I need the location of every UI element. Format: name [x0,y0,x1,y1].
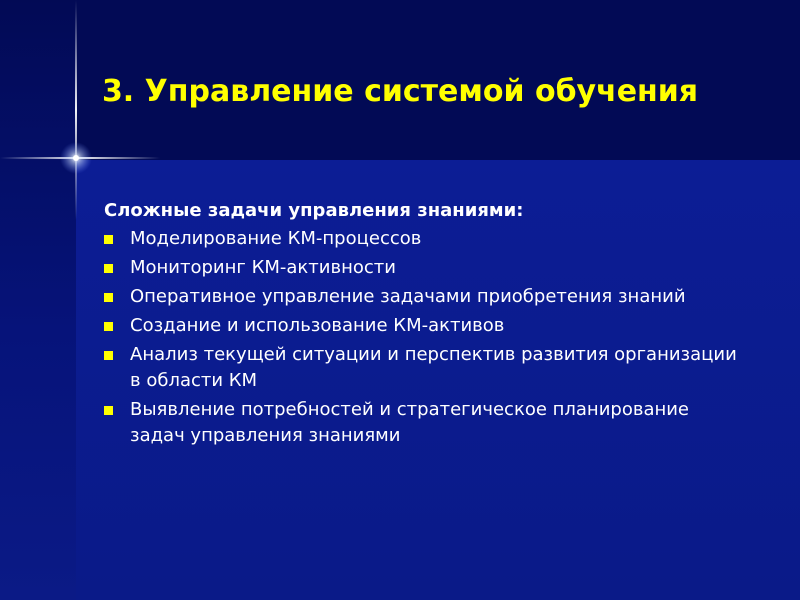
square-bullet-icon [104,293,113,302]
list-item [104,226,744,252]
list-item [104,255,744,281]
page-title: 3. Управление системой обучения [101,74,699,109]
list-item [104,397,744,449]
section-subtitle: Сложные задачи управления знаниями: [104,200,524,221]
list-item-text: Мониторинг КМ-активности [130,257,396,278]
content-block [104,198,744,452]
square-bullet-icon [104,406,113,415]
square-bullet-icon [104,322,113,331]
list-item-text: Оперативное управление задачами приобретения знаний [130,286,686,307]
list-item-text: Моделирование КМ-процессов [130,228,422,249]
list-item-text: Анализ текущей ситуации и перспектив развития организации в области КМ [130,344,737,391]
list-item-text: Выявление потребностей и стратегическое планирование задач управления знаниями [130,399,690,446]
square-bullet-icon [104,351,113,360]
square-bullet-icon [104,264,113,273]
list-item [104,342,744,394]
list-item-text: Создание и использование КМ-активов [130,315,505,336]
square-bullet-icon [104,235,113,244]
list-item [104,313,744,339]
list-item [104,284,744,310]
task-list [104,226,744,449]
